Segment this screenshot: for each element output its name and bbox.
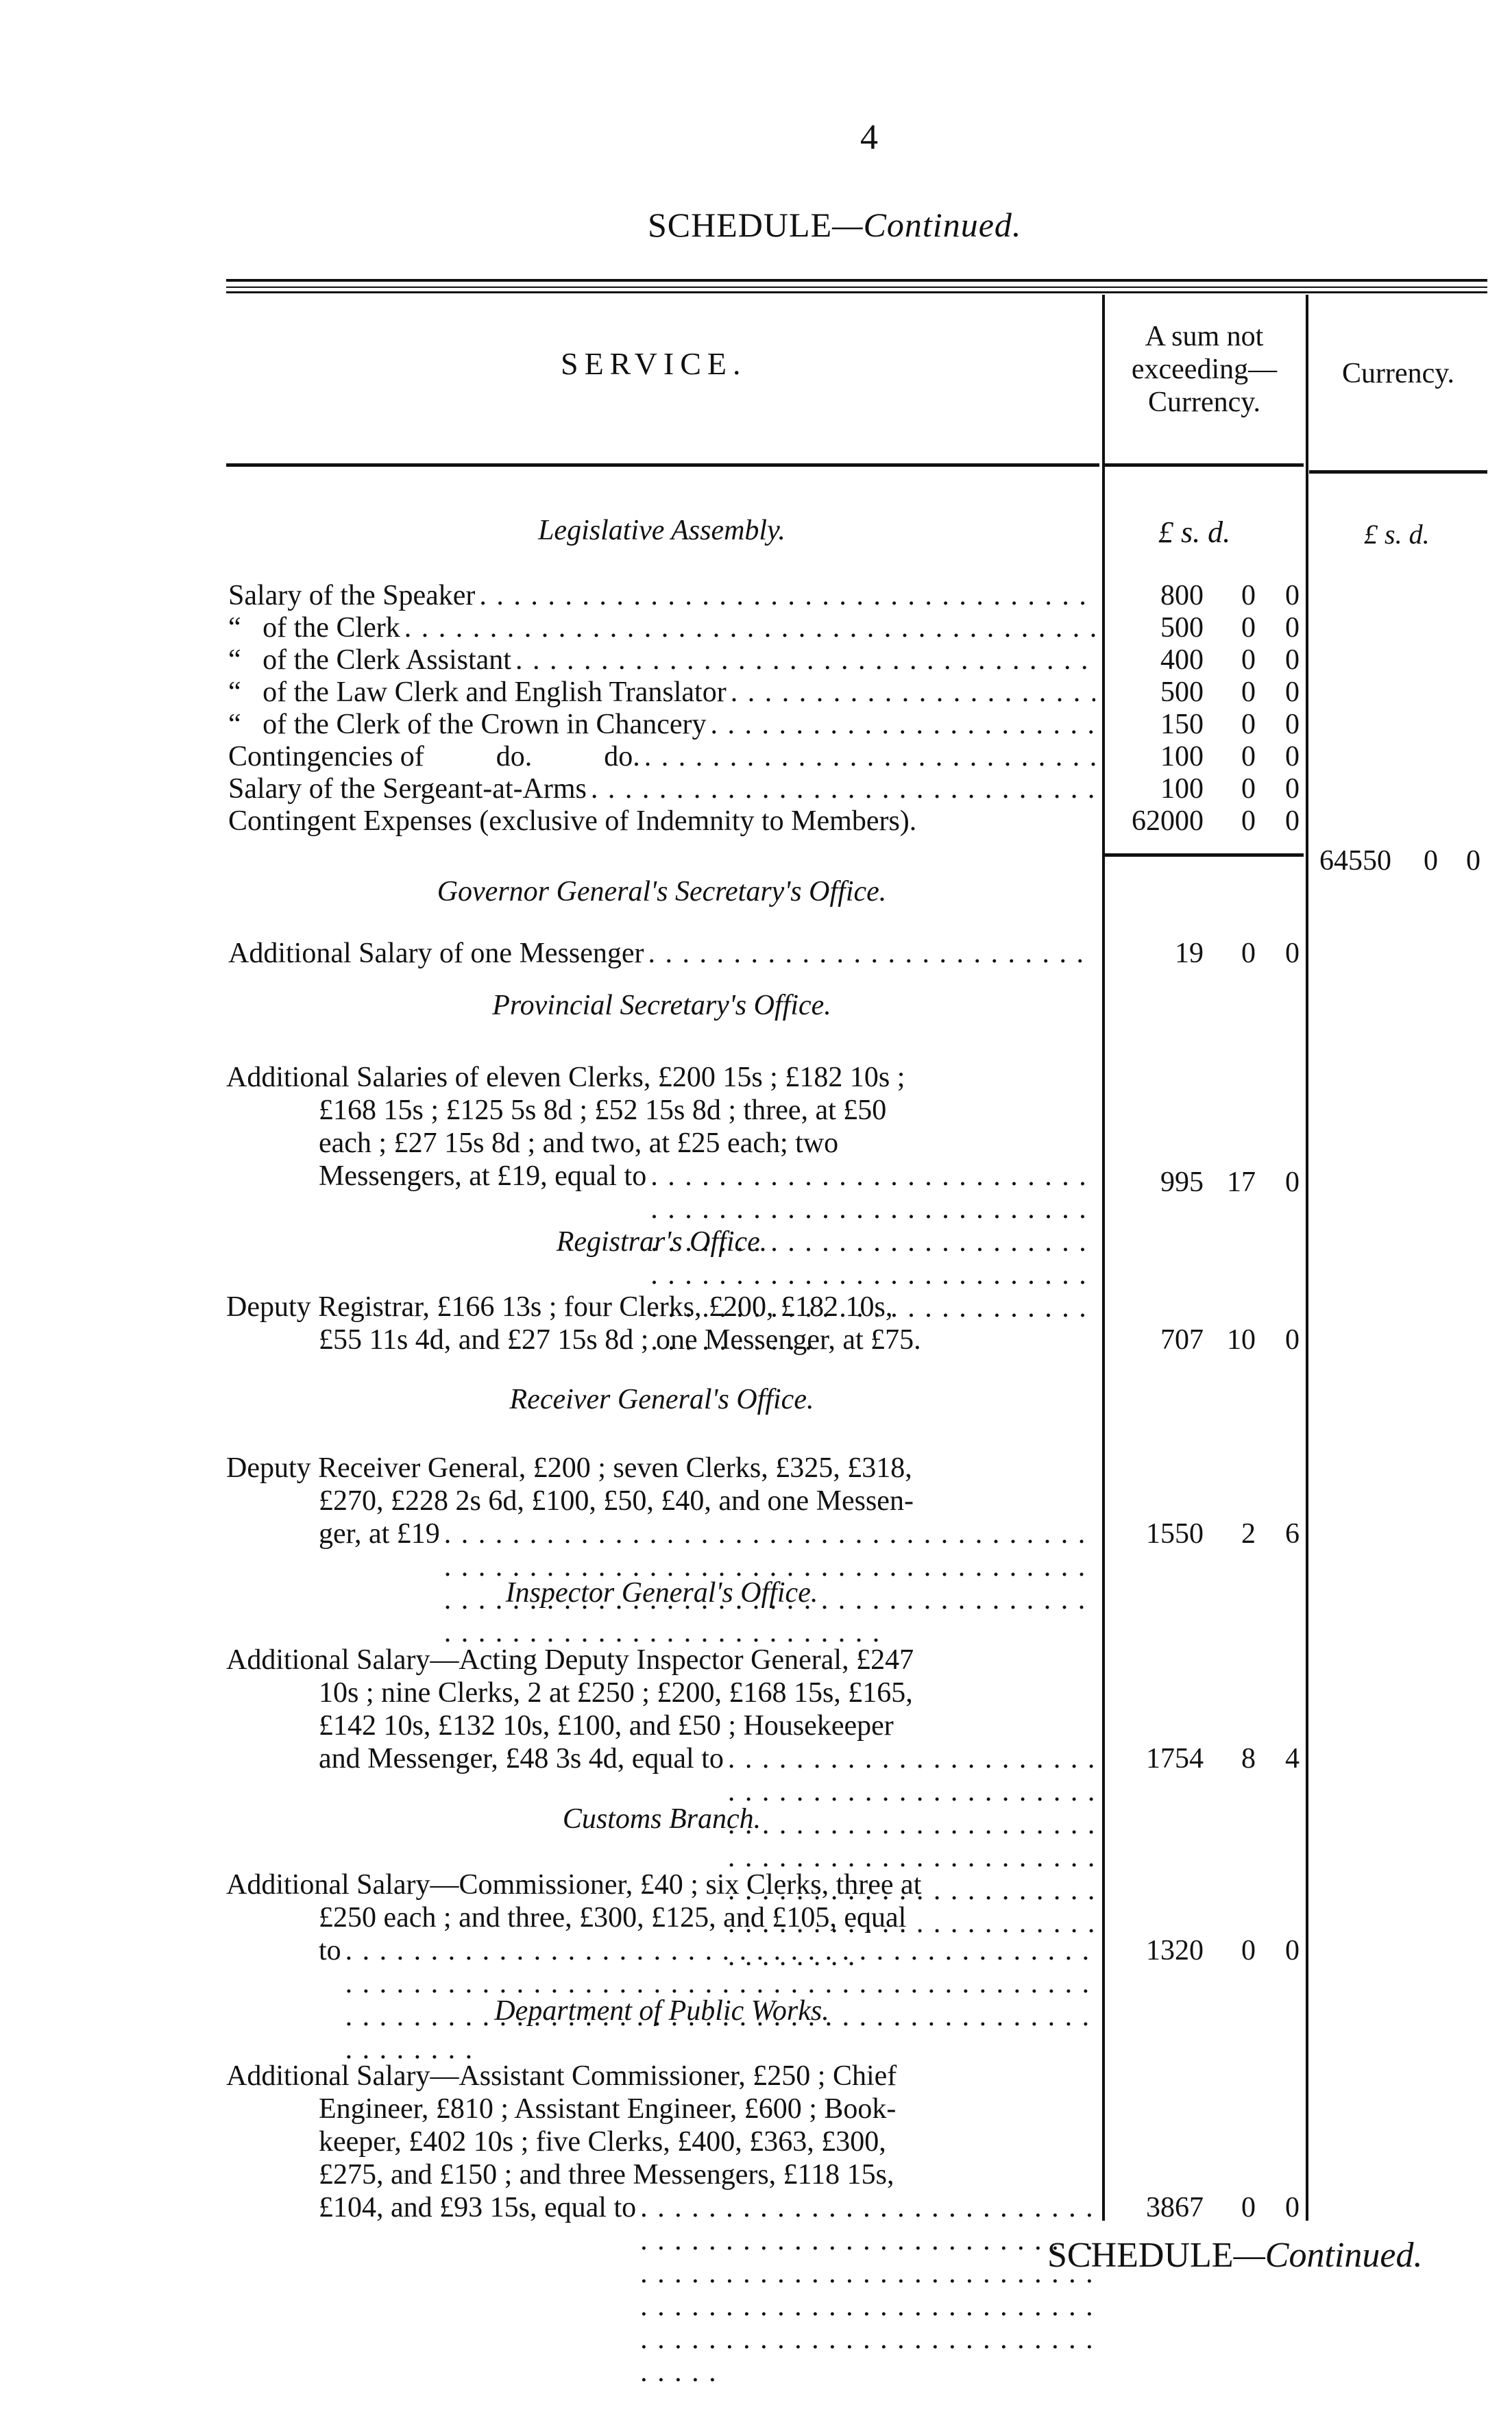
legislative-row-label: “ of the Law Clerk and English Translator: [228, 676, 727, 708]
receiver-paragraph: Deputy Receiver General, £200 ; seven Clerks, £325, £318, £270, £228 2s 6d, £100, £50, £40, and one Messen- ger, at £19 . . .: [226, 1452, 1097, 1649]
legislative-row-label: “ of the Clerk Assistant: [228, 644, 511, 676]
public-works-paragraph: Additional Salary—Assistant Commissioner, £250 ; Chief Engineer, £810 ; Assistant Engineer, £600 ; Book- keeper, £402 10s ; five Clerks, £400, £363, £300, £275, and £150 ; and three Messengers, £118 15s, £104, and £93 15s, equal to . . .: [226, 2060, 1097, 2389]
governor-messenger-row: Additional Salary of one Messenger . . .: [228, 937, 1095, 970]
legislative-subtotal-rule: [1105, 853, 1304, 857]
section-receiver-generals-office: Receiver General's Office.: [509, 1384, 814, 1415]
service-header: SERVICE.: [561, 346, 747, 381]
legislative-row-label: Salary of the Sergeant-at-Arms: [228, 773, 587, 805]
provincial-salaries-paragraph: Additional Salaries of eleven Clerks, £200 15s ; £182 10s ; £168 15s ; £125 5s 8d ; £52 15s 8d ; three, at £50 each ; £27 15s 8d ; and two, at £25 each; two Messengers, at £19, equal to . . .: [226, 1061, 1097, 1357]
footer-cont: —Continued.: [1233, 2236, 1423, 2275]
lsd-label-sum: £ s. d.: [1158, 515, 1231, 549]
legislative-row-amount: 100 0 0: [1160, 773, 1300, 805]
section-registrars-office: Registrar's Office.: [556, 1226, 768, 1258]
lsd-label-currency: £ s. d.: [1364, 519, 1430, 550]
page-title: [648, 208, 1021, 242]
footer-continued: [1047, 2238, 1422, 2273]
legislative-row-label: “ of the Clerk of the Crown in Chancery: [228, 709, 707, 740]
legislative-row-label: Contingent Expenses (exclusive of Indemnity to Members).: [228, 805, 917, 837]
legislative-total-amount: 64550 0 0: [1319, 845, 1480, 877]
legislative-row-amount: 62000 0 0: [1132, 805, 1300, 837]
sum-header-line3: Currency.: [1147, 387, 1261, 418]
sum-currency-divider: [1306, 295, 1308, 2221]
currency-header: Currency.: [1341, 358, 1455, 389]
page-title-main: SCHEDULE: [648, 206, 833, 244]
section-inspector-generals-office: Inspector General's Office.: [505, 1577, 818, 1609]
header-rule-service: [226, 463, 1099, 467]
legislative-row-amount: 400 0 0: [1160, 644, 1300, 676]
sum-header-line2: exceeding—: [1131, 354, 1278, 385]
legislative-row-amount: 150 0 0: [1160, 709, 1300, 740]
provincial-amount: 995 17 0: [1160, 1167, 1300, 1198]
inspector-paragraph: Additional Salary—Acting Deputy Inspector General, £247 10s ; nine Clerks, 2 at £250 ; £200, £168 15s, £165, £142 10s, £132 10s, £100, and £50 ; Housekeeper and Messenger, £48 3s 4d, equal to . . .: [226, 1644, 1097, 1973]
page-title-continued: —Continued.: [832, 206, 1022, 244]
top-rule-1: [226, 279, 1487, 282]
legislative-row: [228, 708, 1095, 741]
section-legislative-assembly: Legislative Assembly.: [538, 515, 785, 546]
legislative-row: [228, 579, 1095, 612]
public-works-amount: 3867 0 0: [1146, 2192, 1300, 2223]
top-rule-2: [226, 286, 1487, 288]
legislative-row-amount: 800 0 0: [1160, 580, 1300, 611]
inspector-amount: 1754 8 4: [1146, 1743, 1300, 1774]
section-governor-generals-secretarys-office: Governor General's Secretary's Office.: [437, 876, 887, 907]
legislative-row: [228, 772, 1095, 805]
legislative-row-amount: 100 0 0: [1160, 741, 1300, 772]
section-customs-branch: Customs Branch.: [562, 1803, 761, 1835]
customs-amount: 1320 0 0: [1146, 1935, 1300, 1966]
legislative-row-label: “ of the Clerk: [228, 612, 400, 644]
registrar-amount: 707 10 0: [1160, 1324, 1300, 1356]
legislative-row-label: Contingencies of do. do.: [228, 741, 640, 772]
sum-header-line1: A sum not: [1145, 321, 1264, 352]
section-department-of-public-works: Department of Public Works.: [494, 1995, 829, 2027]
top-rule-3: [226, 291, 1487, 293]
receiver-amount: 1550 2 6: [1146, 1518, 1300, 1550]
header-rule-sum: [1105, 463, 1304, 467]
header-rule-currency: [1309, 470, 1487, 474]
registrar-paragraph: Deputy Registrar, £166 13s ; four Clerks, £200, £182 10s, £55 11s 4d, and £27 15s 8d ; one Messenger, at £75.: [226, 1291, 921, 1356]
legislative-row: [228, 805, 1095, 838]
legislative-row: [228, 740, 1095, 773]
governor-messenger-amount: 19 0 0: [1175, 938, 1300, 969]
legislative-row: [228, 611, 1095, 644]
legislative-row-label: Salary of the Speaker: [228, 580, 476, 611]
section-provincial-secretarys-office: Provincial Secretary's Office.: [492, 990, 831, 1021]
footer-main: SCHEDULE: [1047, 2236, 1234, 2275]
legislative-row-amount: 500 0 0: [1160, 612, 1300, 644]
legislative-row: [228, 676, 1095, 709]
legislative-row: [228, 644, 1095, 676]
customs-paragraph: Additional Salary—Commissioner, £40 ; six Clerks, three at £250 each ; and three, £300, £125, and £105, equal to . . .: [226, 1868, 1097, 2066]
page-number: 4: [860, 118, 878, 157]
legislative-row-amount: 500 0 0: [1160, 676, 1300, 708]
